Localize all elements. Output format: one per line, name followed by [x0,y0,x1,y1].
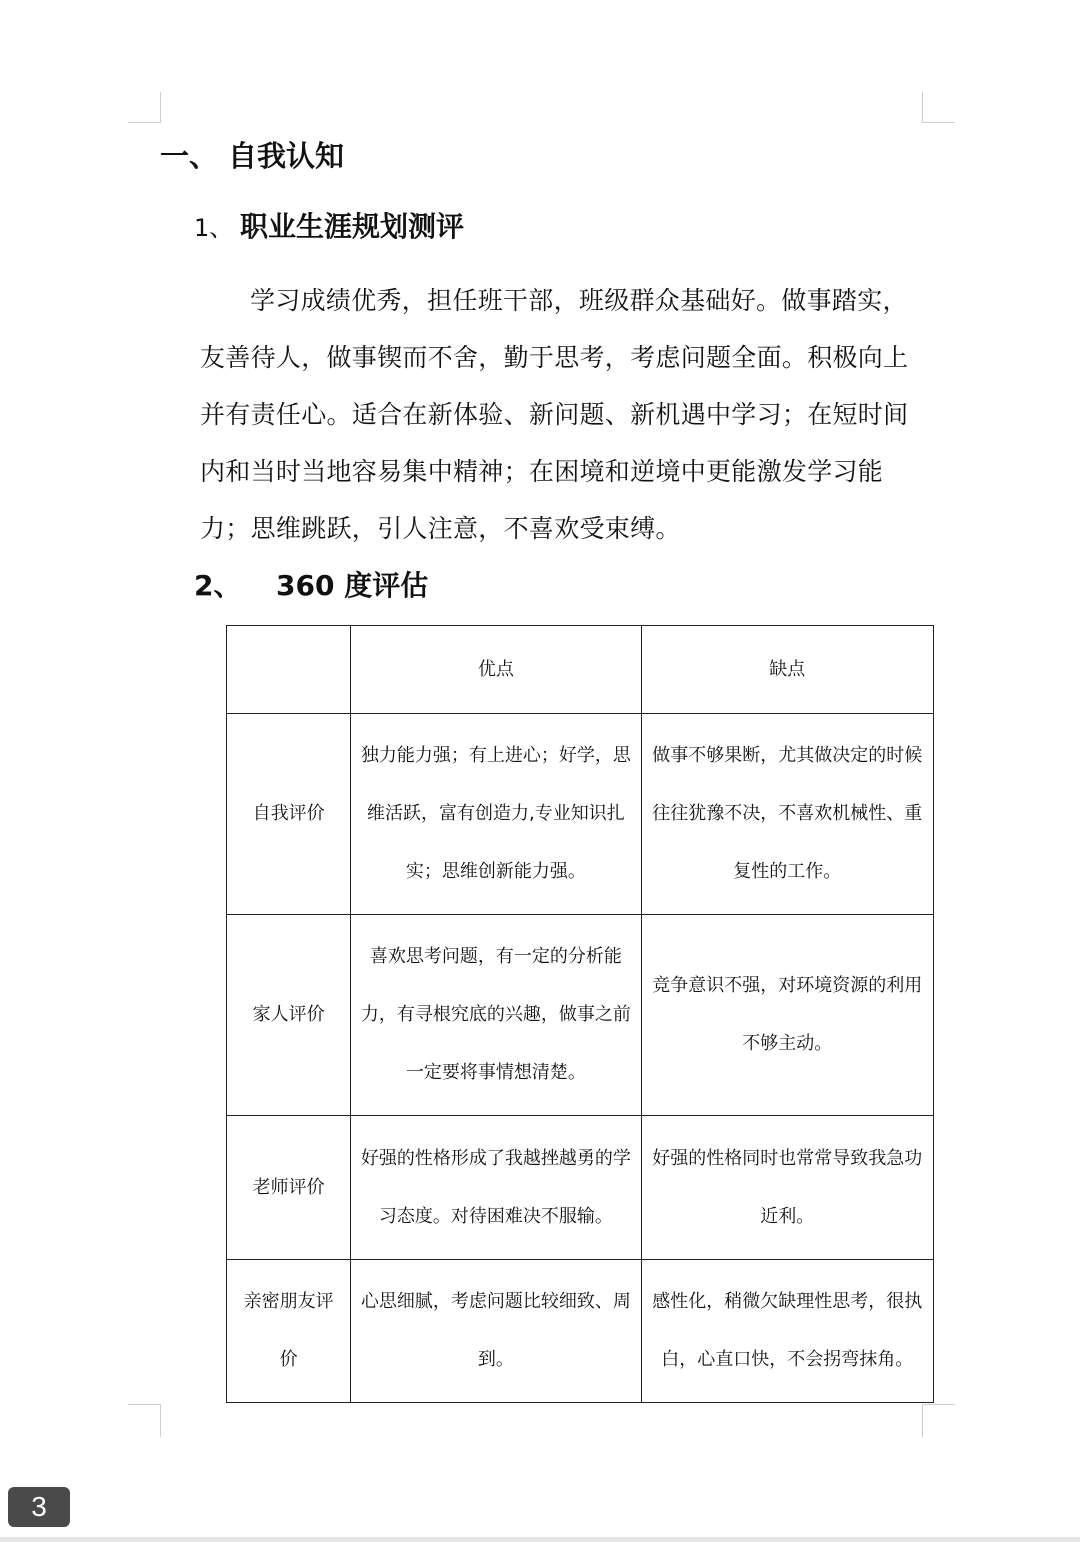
row-label: 老师评价 [227,1116,351,1260]
table-row [227,714,934,915]
table-header-row [227,626,934,714]
pros-cell: 独力能力强；有上进心；好学，思维活跃，富有创造力,专业知识扎实；思维创新能力强。 [351,714,641,915]
crop-mark-bottom-left [128,1404,161,1437]
heading-number: 一、 [160,139,219,173]
pros-cell: 心思细腻，考虑问题比较细致、周到。 [351,1260,641,1403]
table-header-cons: 缺点 [641,626,933,714]
row-label: 家人评价 [227,915,351,1116]
section-2-title: 360 度评估 [276,569,429,602]
table-row [227,915,934,1116]
section-2-number: 2、 [194,569,242,602]
table-row [227,1260,934,1403]
cons-cell: 竞争意识不强，对环境资源的利用不够主动。 [641,915,933,1116]
row-label: 亲密朋友评价 [227,1260,351,1403]
crop-mark-top-right [922,92,955,123]
cons-cell: 好强的性格同时也常常导致我急功近利。 [641,1116,933,1260]
cons-cell: 感性化，稍微欠缺理性思考，很执白，心直口快，不会拐弯抹角。 [641,1260,933,1403]
crop-mark-bottom-right [922,1404,955,1437]
section-1-title: 职业生涯规划测评 [240,210,465,243]
section-2-heading [194,564,428,604]
table-header-pros: 优点 [351,626,641,714]
section-1-heading [194,205,464,245]
table-row [227,1116,934,1260]
table-header-empty [227,626,351,714]
cons-cell: 做事不够果断，尤其做决定的时候往往犹豫不决，不喜欢机械性、重复性的工作。 [641,714,933,915]
pros-cell: 喜欢思考问题，有一定的分析能力，有寻根究底的兴趣，做事之前一定要将事情想清楚。 [351,915,641,1116]
crop-mark-top-left [128,92,161,123]
heading-text: 自我认知 [228,139,345,173]
row-label: 自我评价 [227,714,351,915]
bottom-divider [0,1537,1080,1542]
page-number-badge: 3 [8,1487,70,1527]
section-1-paragraph: 学习成绩优秀，担任班干部，班级群众基础好。做事踏实，友善待人，做事锲而不舍，勤于思考，考虑问题全面。积极向上并有责任心。适合在新体验、新问题、新机遇中学习；在短时间内和当时当地容易集中精神；在困境和逆境中更能激发学习能力；思维跳跃，引人注意，不喜欢受束缚。 [200,286,909,543]
heading-self-awareness [160,134,344,175]
pros-cell: 好强的性格形成了我越挫越勇的学习态度。对待困难决不服输。 [351,1116,641,1260]
section-1-number: 1、 [194,214,234,242]
evaluation-table [226,625,934,1403]
